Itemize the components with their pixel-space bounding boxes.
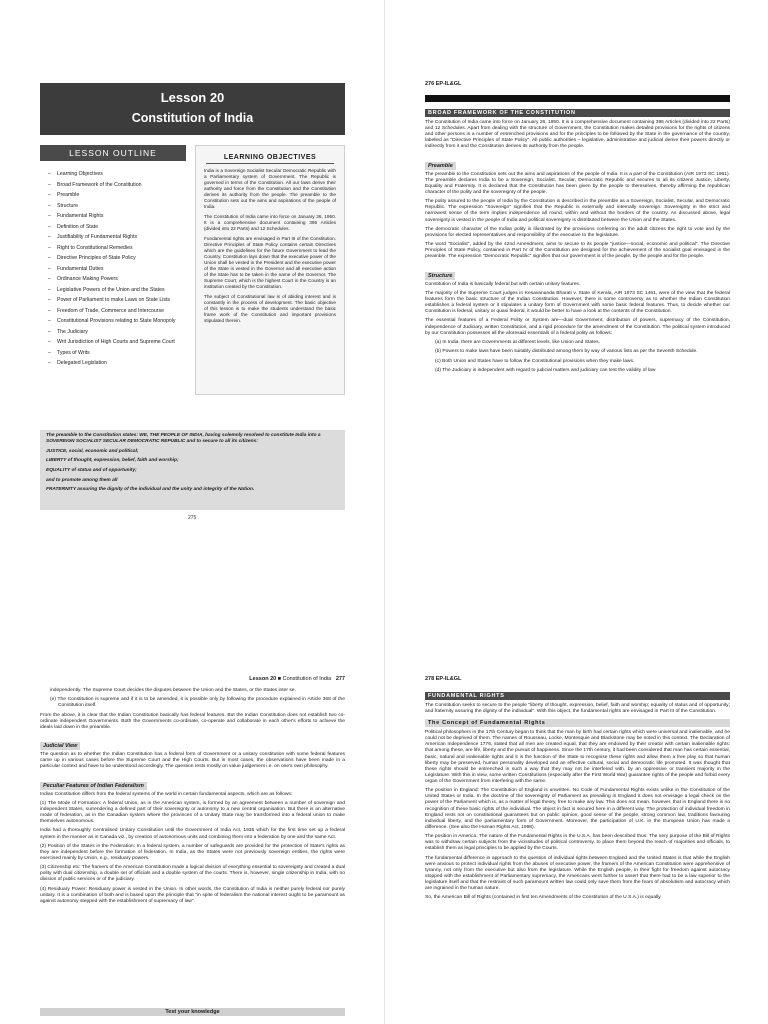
body-paragraph: The question as to whether the Indian Constitution has a federal form of Government or a unitary constitution with some federal features came up in various cases before the Supreme Court and the High Courts. But in most cases, the observations have been made in a particular context and have to be understood accordingly. The question rests mostly on value judgement i.e. on one's own philosophy. bbox=[40, 752, 345, 770]
page-278-body bbox=[425, 688, 730, 905]
body-paragraph: (2) Position of the States in the Federation: In a federal system, a number of safeguards are provided for the protection of State's rights as they are independent before the formation of federation. In India, as the States were not previously sovereign entities, the rights were exercised mainly by Union, e.g., residuary powers. bbox=[40, 843, 345, 861]
preamble-line: EQUALITY of status and of opportunity; bbox=[46, 467, 137, 473]
header-title: Constitution of India bbox=[282, 676, 332, 682]
outline-item: – Power of Parliament to make Laws on State Lists bbox=[48, 297, 190, 304]
subsection-heading: Structure bbox=[425, 272, 455, 280]
outline-item: – Delegated Legislation bbox=[48, 360, 190, 367]
outline-item: – Ordinance Making Powers bbox=[48, 276, 190, 283]
page-276 bbox=[425, 75, 730, 515]
header-separator: ■ bbox=[277, 676, 282, 682]
subsection-heading: Preamble bbox=[425, 162, 456, 170]
outline-item: – Writ Jurisdiction of High Courts and Supreme Court bbox=[48, 339, 190, 346]
header-page-number: 277 bbox=[335, 676, 345, 682]
outline-item: – Preamble bbox=[48, 192, 190, 199]
running-header: 276 EP-IL&GL bbox=[425, 81, 462, 87]
body-paragraph: From the above, it is clear that the Indian Constitution basically has federal features. But the Indian Constitution does not establish two co-ordinate independent Governments. Both the Governments co-ordinate, co-operate and collaborate in each other's efforts to achieve the ideals laid down in the preamble. bbox=[40, 712, 345, 730]
page-277-body bbox=[40, 688, 345, 908]
outline-item: – The Judiciary bbox=[48, 329, 190, 336]
outline-item: – Broad Framework of the Constitution bbox=[48, 182, 190, 189]
outline-list bbox=[40, 171, 190, 367]
running-header: 278 EP-IL&GL bbox=[425, 676, 462, 682]
subsection-heading: Peculiar Features of Indian Federalism bbox=[40, 782, 147, 790]
body-paragraph: independently. The Supreme Court decides the disputes between the Union and the States, or the States inter se. bbox=[50, 688, 296, 693]
lesson-outline bbox=[40, 145, 190, 371]
section-heading: FUNDAMENTAL RIGHTS bbox=[425, 692, 730, 700]
subsection-heading: Judicial View bbox=[40, 742, 80, 750]
subsection-heading: The Concept of Fundamental Rights bbox=[425, 719, 730, 727]
list-item: (d) The Judiciary is independent with regard to judicial matters and judiciary can test the validity of law bbox=[435, 367, 656, 373]
outline-item: – Structure bbox=[48, 203, 190, 210]
outline-item: – Freedom of Trade, Commerce and Intercourse bbox=[48, 308, 190, 315]
preamble-line: The preamble to the Constitution states: WE, THE PEOPLE OF INDIA, having solemnly resolved to constitute India into a SOVEREIGN SOCIALIST SECULAR DEMOCRATIC REPUBLIC and to secure to all its citizens: bbox=[46, 433, 321, 445]
body-paragraph: So, the American Bill of Rights (contained in first ten Amendments of the Constitution of the U.S.A.) is equally bbox=[425, 895, 661, 901]
lesson-number: Lesson 20 bbox=[160, 90, 225, 105]
outline-item: – Right to Constitutional Remedies bbox=[48, 245, 190, 252]
body-paragraph: Indian Constitution differs from the federal systems of the world in certain fundamental aspects, which are as follows: bbox=[40, 791, 293, 797]
outline-item: – Fundamental Rights bbox=[48, 213, 190, 220]
preamble-line: FRATERNITY assuring the dignity of the individual and the unity and integrity of the Nation. bbox=[46, 487, 255, 493]
objectives-heading: LEARNING OBJECTIVES bbox=[206, 154, 334, 164]
list-item: (b) Powers to make laws have been suitably distributed among them by way of various lists as per the Seventh Schedule. bbox=[435, 349, 698, 355]
page-275 bbox=[40, 75, 345, 525]
page-number: 275 bbox=[188, 515, 197, 521]
page-277 bbox=[40, 670, 345, 1024]
preamble-line: and to promote among them all bbox=[46, 477, 118, 483]
body-paragraph: The Constitution of India came into force on January 26, 1950. It is a comprehensive document containing 395 Articles (divided into 22 Parts) and 12 Schedules. Apart from dealing with the structure of Government, the Constitution makes detailed provisions for the rights of citizens and other persons in a number of entrenched provisions and for the principles to be followed by the State in the governance of the country, labelled as "Directive Principles of State Policy". All public authorities – legislative, administrative and judicial derive their powers directly or indirectly from it and the Constitution derives its authority from the people. bbox=[425, 120, 730, 150]
page-gutter bbox=[384, 0, 385, 1024]
body-paragraph: The position in America: The nature of the Fundamental Rights in the U.S.A. has been described thus: The very purpose of the Bill of Rights was to withdraw certain subjects from the vicissitudes of political controversy, to place them beyond the reach of majorities and officials, to establish them as legal principles to be applied by the Courts. bbox=[425, 834, 730, 852]
preamble-line: JUSTICE, social, economic and political; bbox=[46, 448, 139, 454]
list-item: (c) Both Union and States have to follow the Constitutional provisions when they make laws. bbox=[435, 358, 635, 364]
outline-item: – Constitutional Provisions relating to State Monopoly bbox=[48, 318, 190, 325]
objectives-paragraph: The Constitution of India came into force on January 26, 1950. It is a comprehensive document containing 395 Articles (divided into 22 Parts) and 12 Schedules. bbox=[204, 214, 336, 231]
lesson-title: Constitution of India bbox=[131, 111, 254, 125]
list-item: (e) The Constitution is supreme and if it is to be amended, it is possible only by following the procedure explained in Article 368 of the Constitution itself. bbox=[50, 697, 345, 709]
objectives-paragraph: India is a Sovereign Socialist Secular Democratic Republic with a Parliamentary system of Government. The Republic is governed in terms of the Constitution. All our laws derive their authority and force from the Constitution and the Constitution derives its authority from the people. The preamble to the Constitution sets out the aims and aspirations of the people of India. bbox=[204, 168, 336, 209]
objectives-paragraph: Fundamental rights are envisaged in Part III of the Constitution. Directive Principles of State Policy contains certain Directives which are the guidelines for the future Government to lead the Country. Constitution lays down that the executive power of the Union shall be vested in the President and the executive power of the State is vested in the Governor and all executive action of the State has to be taken in the name of the Governor. The Supreme Court, which is the highest Court in the Country is an institution created by the Constitution. bbox=[204, 236, 336, 289]
body-paragraph: The democratic character of the Indian polity is illustrated by the provisions conferring on the adult citizens the right to vote and by the provisions for elected representatives and responsibility of the executive to the legislature. bbox=[425, 226, 730, 238]
body-paragraph: India had a thoroughly Centralised Unitary Constitution until the Government of India Act, 1935 which for the first time set up a federal system in the manner as in Canada viz., by creation of autonomous units and combining them into a federation by one and the same Act. bbox=[40, 828, 345, 840]
body-paragraph: The polity assured to the people of India by the Constitution is described in the preamble as a Sovereign, Socialist, Secular, and Democratic Republic. The expression "Sovereign" signifies that the Republic is externally and internally sovereign. Sovereignty in the strict and narrowest sense of the term implies independence all round, within and without the borders of the country. As discussed above, legal sovereignty is vested in the people of India and political sovereignty is distributed between the Union and the States. bbox=[425, 199, 730, 223]
section-heading: BROAD FRAMEWORK OF THE CONSTITUTION bbox=[425, 109, 730, 117]
outline-item: – Directive Principles of State Policy bbox=[48, 255, 190, 262]
outline-heading: LESSON OUTLINE bbox=[40, 145, 186, 161]
list-item: (a) In India, there are Governments at different levels, like Union and States. bbox=[435, 339, 600, 345]
body-paragraph: The majority of the Supreme Court judges in Kesavananda Bharati v. State of Kerala, AIR 1973 SC 1461, were of the view that the federal features form the basic structure of the Indian Constitution. However, there is some controversy as to whether the Indian Constitution establishes a federal system or it stipulates a unitary form of Government with some basic federal features. Thus, to decide whether our Constitution is federal, unitary or quasi federal, it would be better to have a look at the contents of the Constitution. bbox=[425, 290, 730, 315]
outline-item: – Fundamental Duties bbox=[48, 266, 190, 273]
outline-item: – Learning Objectives bbox=[48, 171, 190, 178]
header-lesson: Lesson 20 bbox=[249, 676, 277, 682]
outline-item: – Legislative Powers of the Union and the States bbox=[48, 287, 190, 294]
page-276-body bbox=[425, 105, 730, 377]
body-paragraph: The fundamental difference in approach to the question of individual rights between England and the United States is that while the English were anxious to protect individual rights from the abuses of executive power, the framers of the American Constitution were apprehensive of tyranny, not only from the executive but also from the legislature. While the English people, in their fight for freedom against autocracy stopped with the establishment of Parliamentary supremacy, the Americans went further to assert that there had to be a law superior to the legislature itself and that the restraint of such paramount written law could only save them from the fears of absolutism and autocracy which are ingrained in the human nature. bbox=[425, 855, 730, 891]
body-paragraph: Political philosophers in the 17th Century began to think that the man by birth had certain rights which were universal and inalienable, and he could not be deprived of them. The names of Rousseau, Locke, Montesquie and Blackstone may be noted in this context. The Declaration of American Independence 1776, stated that all men are created equal, that they are endowed by their creator with certain inalienable rights: that among these, are life, liberty and the pursuit of happiness. Since the 17th century, it had been considered that man has certain essential, basic, natural and inalienable rights and it is the function of the State to recognise these rights and allow them a free play so that human liberty may be preserved, human personality developed and an effective cultural, social and democratic life promoted. It was thought that these rights should be entrenched in such a way that they may not be interfered with, by an oppressive or transient majority in the Legislature. With this in view, some written Constitutions (especially after the First World War) guarantee rights of the people and forbid every organ of the Government from interfering with the same. bbox=[425, 730, 730, 784]
running-header bbox=[249, 676, 345, 682]
body-paragraph: The essential features of a Federal Polity or System are—dual Government, distribution of powers, supremacy of the Constitution, independence of Judiciary, written Constitution, and a rigid procedure for the amendment of the Constitution. The political system introduced by our Constitution possesses all the aforesaid essentials of a federal polity as follows: bbox=[425, 318, 730, 336]
body-paragraph: (1) The Mode of Formation: A federal Union, as in the American system, is formed by an agreement between a number of sovereign and independent States, surrendering a defined part of their sovereignty or autonomy to a new central organisation. But there is an alternative mode of federation, as in the Canadian system where the provinces of a Unitary State may be transformed into a federal union to make themselves autonomous. bbox=[40, 800, 345, 825]
body-paragraph: The position in England: The Constitution of England is unwritten. No Code of Fundamental Rights exists unlike in the Constitution of the United States or India. In the doctrine of the sovereignty of Parliament as prevailing in England it does not envisage a legal check on the power of the Parliament which is, as a matter of legal theory, free to make any law. This does not mean, however, that in England there is no recognition of these basic rights of the individual. The object in fact is secured here in a different way. The protection of individual freedom in England rests not on constitutional guarantees but on public opinion, good sense of the people, strong common law, traditions favouring individual liberty, and the parliamentary form of Government. Moreover, the participation of U.K. in the European Union has made a difference. (See also the Human Rights Act, 1998). bbox=[425, 788, 730, 830]
outline-item: – Types of Writs bbox=[48, 350, 190, 357]
learning-objectives bbox=[195, 145, 345, 395]
objectives-paragraph: The subject of Constitutional law is of abiding interest and is constantly in the process of development. The basic objective of this lesson is to make the students understand the basic frame work of the Constitution and important provisions stipulated therein. bbox=[204, 294, 336, 323]
body-paragraph: The Constitution seeks to secure to the people "liberty of thought, expression, belief, faith and worship; equality of status and of opportunity; and fraternity assuring the dignity of the individual". With this object, the fundamental rights are envisaged in Part III of the Constitution. bbox=[425, 703, 730, 715]
preamble-line: LIBERTY of thought, expression, belief, faith and worship; bbox=[46, 458, 179, 464]
outline-item: – Definition of State bbox=[48, 224, 190, 231]
page-278 bbox=[425, 670, 730, 1024]
body-paragraph: Constitution of India is basically federal but with certain unitary features. bbox=[425, 281, 581, 287]
body-paragraph: (4) Residuary Power: Residuary power is vested in the Union. In other words, the Constitution of India is neither purely federal nor purely unitary. It is a combination of both and is based upon the principle that "in spite of federalism the national interest ought to be paramount as against autonomy stepped with the establishment of supremacy of law". bbox=[40, 886, 345, 904]
preamble-box bbox=[40, 430, 345, 510]
body-paragraph: (3) Citizenship etc: The framers of the American Constitution made a logical division of everything essential to sovereignty and created a dual polity with dual citizenship, a double set of officials and a double system of the courts. There is, however, single citizenship in India, with no division of public services or of the judiciary. bbox=[40, 865, 345, 883]
body-paragraph: The preamble to the Constitution sets out the aims and aspirations of the people of India. It is a part of the Constitution (AIR 1973 SC 1961). The preamble declares India to be a Sovereign, Socialist, Secular, Democratic Republic and secures to all its citizens Justice, Liberty, Equality and Fraternity. It is declared that the Constitution has been given by the people to themselves, thereby affirming the republican character of the polity and the sovereignty of the people. bbox=[425, 171, 730, 195]
body-paragraph: The word "Socialist", added by the 42nd Amendment, aims to secure to its people "justice—social, economic and political". The Directive Principles of State Policy, contained in Part IV of the Constitution are designed for the achievement of the socialist goal envisaged in the preamble. The expression "Democratic Republic" signifies that our government is of the people, by the people and for the people. bbox=[425, 242, 730, 260]
outline-item: – Justifiability of Fundamental Rights bbox=[48, 234, 190, 241]
test-your-knowledge-heading: Test your knowledge bbox=[40, 1008, 345, 1016]
lesson-banner bbox=[40, 83, 345, 135]
header-rule bbox=[425, 95, 730, 102]
